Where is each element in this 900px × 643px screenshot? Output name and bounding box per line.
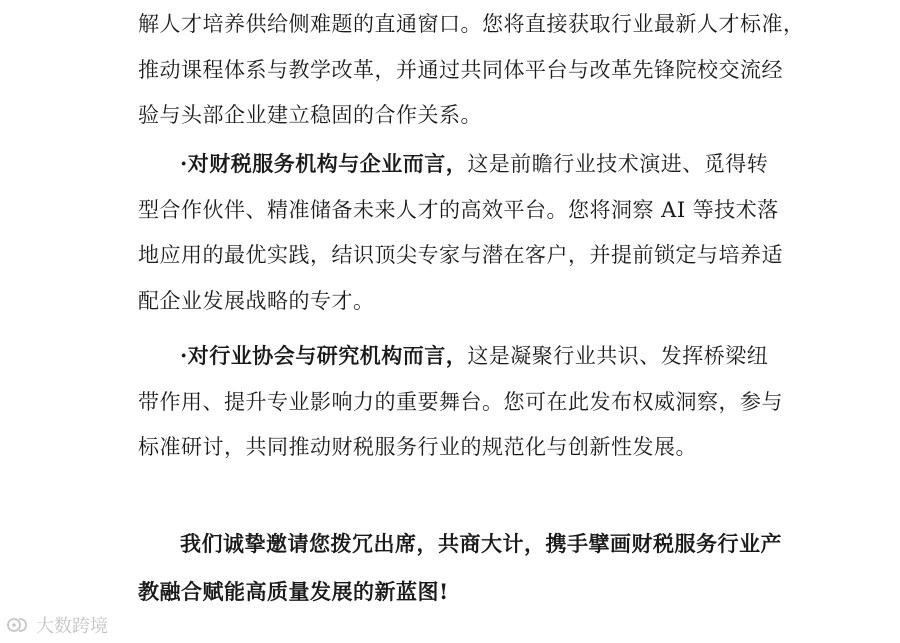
text-line: 推动课程体系与教学改革，并通过共同体平台与改革先锋院校交流经 [138, 57, 783, 82]
text-line: 带作用、提升专业影响力的重要舞台。您可在此发布权威洞察，参与 [138, 389, 783, 414]
paragraph-tax-service-firms [138, 141, 783, 324]
text-line: 配企业发展战略的专才。 [138, 288, 375, 313]
watermark-text: 大数跨境 [36, 616, 108, 637]
text-line: 验与头部企业建立稳固的合作关系。 [138, 103, 482, 127]
text-line: 型合作伙伴、精准储备未来人才的高效平台。您将洞察 AI 等技术落 [138, 197, 779, 222]
paragraph-associations [138, 333, 783, 471]
text-line: 地应用的最优实践，结识顶尖专家与潜在客户，并提前锁定与培养适 [138, 243, 783, 267]
text-line: 解人才培养供给侧难题的直通窗口。您将直接获取行业最新人才标准， [138, 12, 805, 36]
text-line-rest: 这是凝聚行业共识、发挥桥梁纽 [467, 344, 769, 368]
watermark [6, 612, 108, 638]
brand-logo-icon [6, 615, 30, 635]
text-line-rest: 这是前瞻行业技术演进、觅得转 [467, 152, 769, 176]
closing-invitation [138, 520, 798, 616]
text-line [138, 333, 778, 380]
text-line: 我们诚挚邀请您拨冗出席，共商大计，携手擘画财税服务行业产 [180, 531, 782, 556]
text-line: 标准研讨，共同推动财税服务行业的规范化与创新性发展。 [138, 435, 697, 459]
paragraph-talent-window [138, 2, 805, 139]
text-line: 教融合赋能高质量发展的新蓝图! [138, 579, 449, 604]
text-line [138, 141, 778, 188]
bullet-lead-text: ·对行业协会与研究机构而言， [180, 343, 468, 368]
bullet-lead-text: ·对财税服务机构与企业而言， [180, 151, 468, 176]
